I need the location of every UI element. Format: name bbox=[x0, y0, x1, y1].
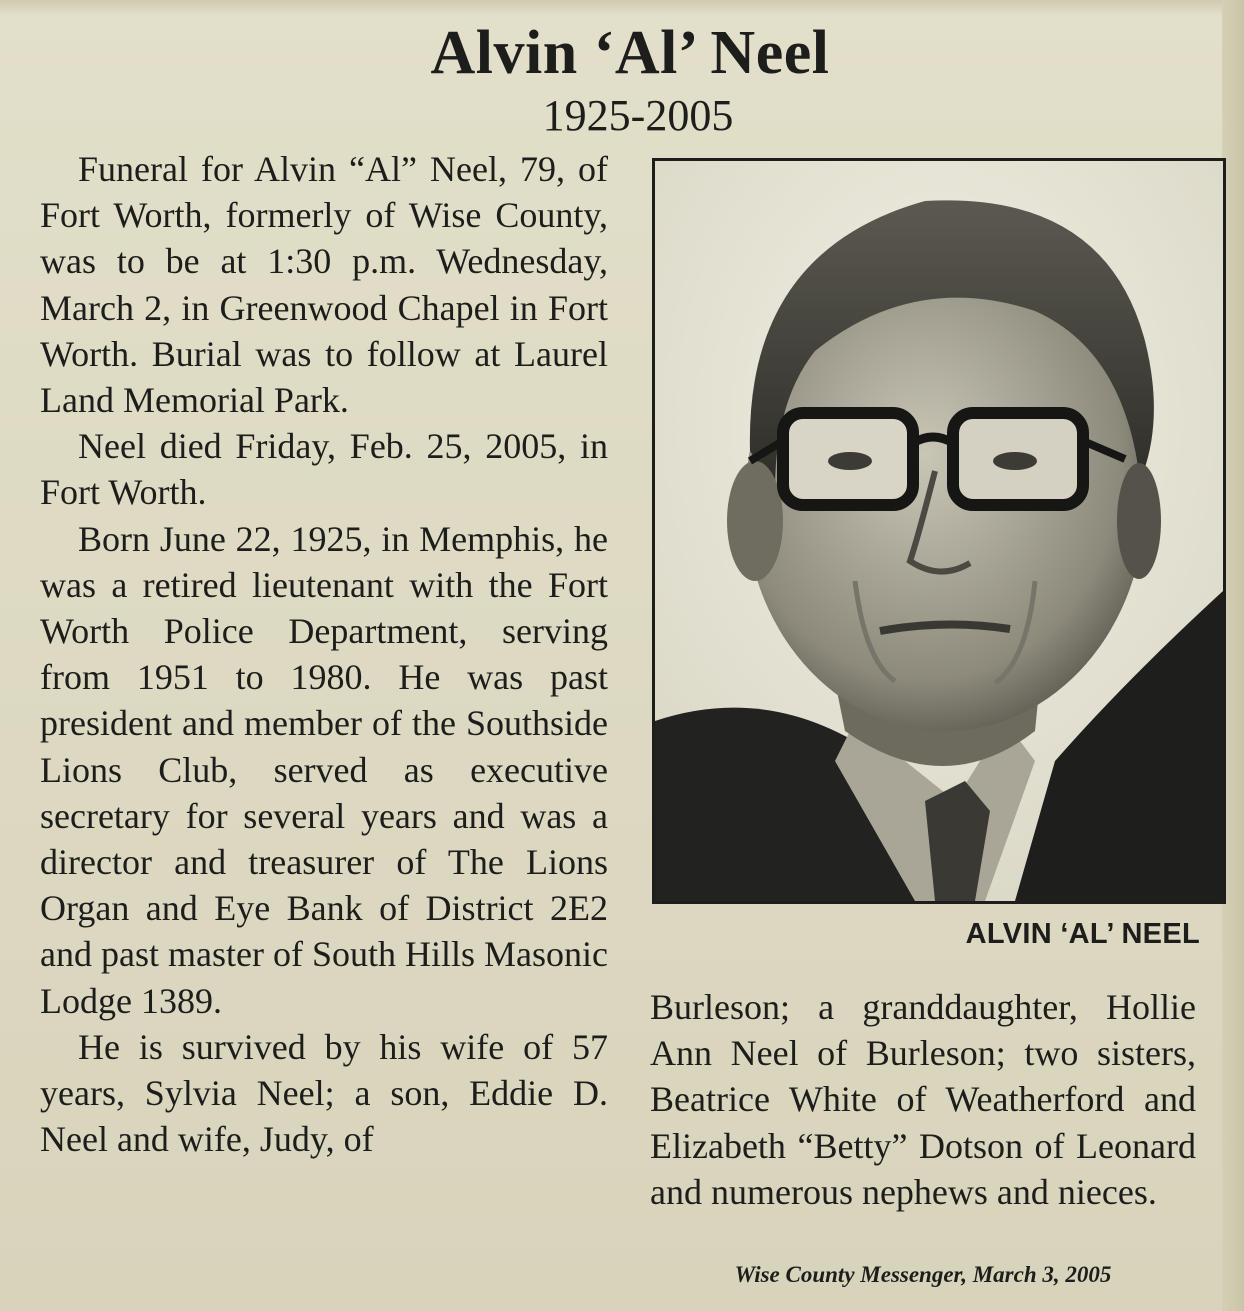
portrait-photo bbox=[652, 158, 1226, 904]
paragraph-biography: Born June 22, 1925, in Memphis, he was a retired lieutenant with the Fort Worth Police Department, serving from 1951 to 1980. He was past president and member of the Southside Lions Club, served as executive secretary for several years and was a director and treasurer of The Lions Organ and Eye Bank of District 2E2 and past master of South Hills Masonic Lodge 1389. bbox=[40, 518, 608, 1021]
portrait-illustration bbox=[655, 161, 1223, 901]
page-edge-top bbox=[0, 0, 1244, 14]
right-column bbox=[650, 984, 1196, 1215]
left-column bbox=[40, 146, 608, 1162]
paragraph-death: Neel died Friday, Feb. 25, 2005, in Fort Worth. bbox=[40, 426, 608, 513]
obituary-title: Alvin ‘Al’ Neel bbox=[430, 19, 830, 87]
source-line: Wise County Messenger, March 3, 2005 bbox=[734, 1262, 1112, 1287]
paragraph-funeral: Funeral for Alvin “Al” Neel, 79, of Fort Worth, formerly of Wise County, was to be at 1:30 p.m. Wednesday, March 2, in Greenwood Chapel in Fort Worth. Burial was to follow at Laurel Land Memorial Park. bbox=[40, 149, 608, 421]
paragraph-survivors: He is survived by his wife of 57 years, Sylvia Neel; a son, Eddie D. Neel and wife, Judy, of bbox=[40, 1026, 608, 1160]
photo-caption: ALVIN ‘AL’ NEEL bbox=[965, 918, 1200, 950]
obituary-years: 1925-2005 bbox=[542, 91, 734, 140]
paragraph-survivors-continued: Burleson; a granddaughter, Hollie Ann Neel of Burleson; two sisters, Beatrice White of Weatherford and Elizabeth “Betty” Dotson of Leonard and numerous nephews and nieces. bbox=[650, 987, 1196, 1212]
